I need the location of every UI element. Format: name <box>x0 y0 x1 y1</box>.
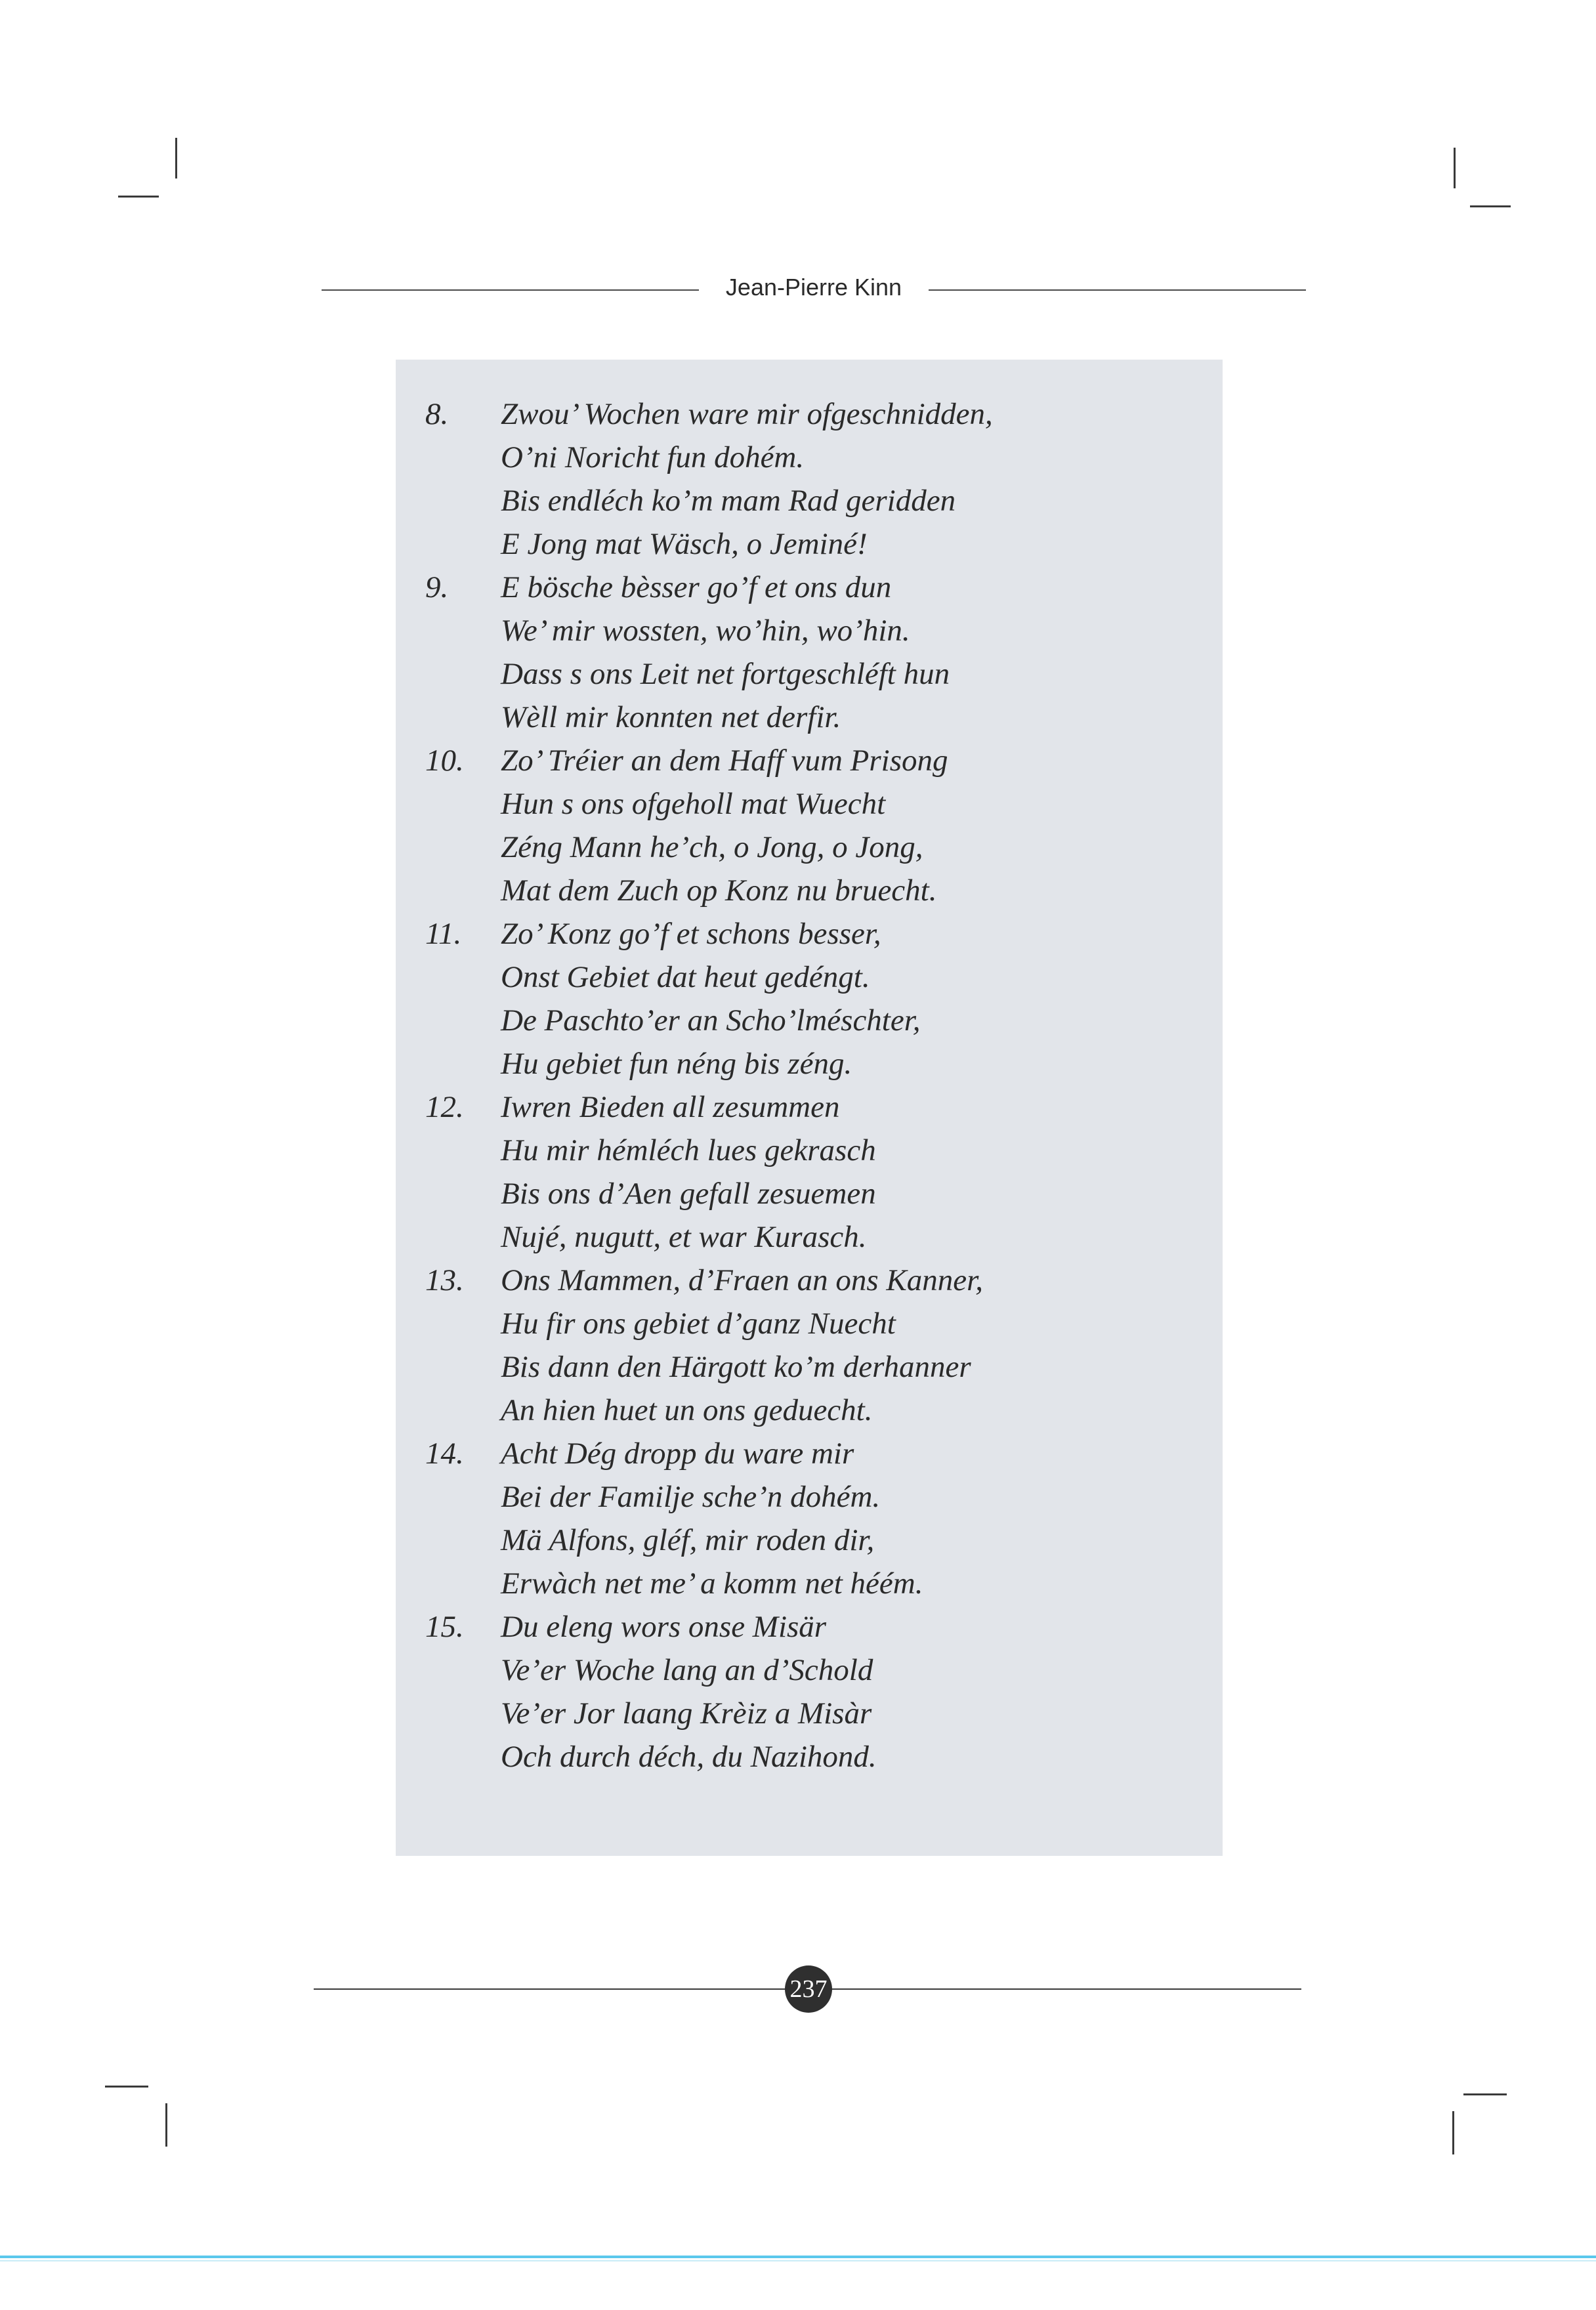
poem-line: Mä Alfons, gléf, mir roden dir, <box>501 1523 875 1557</box>
crop-mark-top-right-horizontal <box>1470 205 1511 207</box>
poem-line: Zo’ Konz go’f et schons besser, <box>501 917 881 951</box>
poem-line: O’ni Noricht fun dohém. <box>501 440 805 474</box>
stanza-number: 12. <box>425 1090 464 1124</box>
header-author: Jean-Pierre Kinn <box>725 274 902 301</box>
poem-line: Hu gebiet fun néng bis zéng. <box>501 1047 852 1081</box>
poem-line: Nujé, nugutt, et war Kurasch. <box>501 1220 867 1254</box>
poem-line: Erwàch net me’ a komm net héém. <box>501 1566 923 1601</box>
poem-line: An hien huet un ons geduecht. <box>501 1393 873 1427</box>
crop-mark-top-left-vertical <box>175 138 177 178</box>
header-rule-left <box>322 289 699 291</box>
poem-line: Onst Gebiet dat heut gedéngt. <box>501 960 870 994</box>
poem-line: Bei der Familje sche’n dohém. <box>501 1480 881 1514</box>
crop-mark-top-left-horizontal <box>118 196 159 198</box>
poem-line: Zo’ Tréier an dem Haff vum Prisong <box>501 744 948 778</box>
footer-rule-left <box>314 1988 786 1990</box>
poem-line: E Jong mat Wäsch, o Jeminé! <box>501 527 868 561</box>
poem-line: We’ mir wossten, wo’hin, wo’hin. <box>501 614 910 648</box>
footer-rule-right <box>831 1988 1301 1990</box>
stanza-number: 11. <box>425 917 462 951</box>
poem-line: Acht Dég dropp du ware mir <box>501 1437 854 1471</box>
page-number-badge: 237 <box>785 1965 832 2013</box>
stanza-number: 14. <box>425 1437 464 1471</box>
poem-line: E bösche bèsser go’f et ons dun <box>501 570 892 604</box>
crop-mark-bottom-left-horizontal <box>105 2086 148 2088</box>
poem-line: Mat dem Zuch op Konz nu bruecht. <box>501 873 937 908</box>
scan-edge-band <box>0 2256 1596 2258</box>
poem-line: Bis endléch ko’m mam Rad geridden <box>501 484 956 518</box>
header-rule-right <box>929 289 1306 291</box>
poem-line: Iwren Bieden all zesummen <box>501 1090 840 1124</box>
poem-line: Hu fir ons gebiet d’ganz Nuecht <box>501 1307 896 1341</box>
running-header <box>322 266 1306 318</box>
stanza-number: 13. <box>425 1263 464 1297</box>
stanza-number: 10. <box>425 744 464 778</box>
stanza-number: 8. <box>425 397 449 431</box>
poem-line: Och durch déch, du Nazihond. <box>501 1740 877 1774</box>
poem-line: Bis ons d’Aen gefall zesuemen <box>501 1177 876 1211</box>
crop-mark-bottom-right-horizontal <box>1463 2093 1507 2095</box>
poem-line: Du eleng wors onse Misär <box>501 1610 827 1644</box>
crop-mark-bottom-right-vertical <box>1452 2111 1454 2154</box>
poem-line: Ve’er Jor laang Krèiz a Misàr <box>501 1696 872 1731</box>
poem-line: Zwou’ Wochen ware mir ofgeschnidden, <box>501 397 993 431</box>
scan-edge-band-faint <box>0 2260 1596 2261</box>
stanza-number: 9. <box>425 570 449 604</box>
poem-line: Ve’er Woche lang an d’Schold <box>501 1653 873 1687</box>
poem-line: Hun s ons ofgeholl mat Wuecht <box>501 787 886 821</box>
poem-box <box>396 360 1223 1856</box>
stanza-number: 15. <box>425 1610 464 1644</box>
poem-line: Zéng Mann he’ch, o Jong, o Jong, <box>501 830 923 864</box>
poem-line: Wèll mir konnten net derfir. <box>501 700 841 734</box>
poem-line: Hu mir hémléch lues gekrasch <box>501 1133 876 1167</box>
poem-line: De Paschto’er an Scho’lméschter, <box>501 1003 921 1038</box>
poem-line: Ons Mammen, d’Fraen an ons Kanner, <box>501 1263 983 1297</box>
crop-mark-bottom-left-vertical <box>165 2103 167 2147</box>
poem-line: Bis dann den Härgott ko’m derhanner <box>501 1350 971 1384</box>
crop-mark-top-right-vertical <box>1454 148 1456 188</box>
poem-line: Dass s ons Leit net fortgeschléft hun <box>501 657 950 691</box>
